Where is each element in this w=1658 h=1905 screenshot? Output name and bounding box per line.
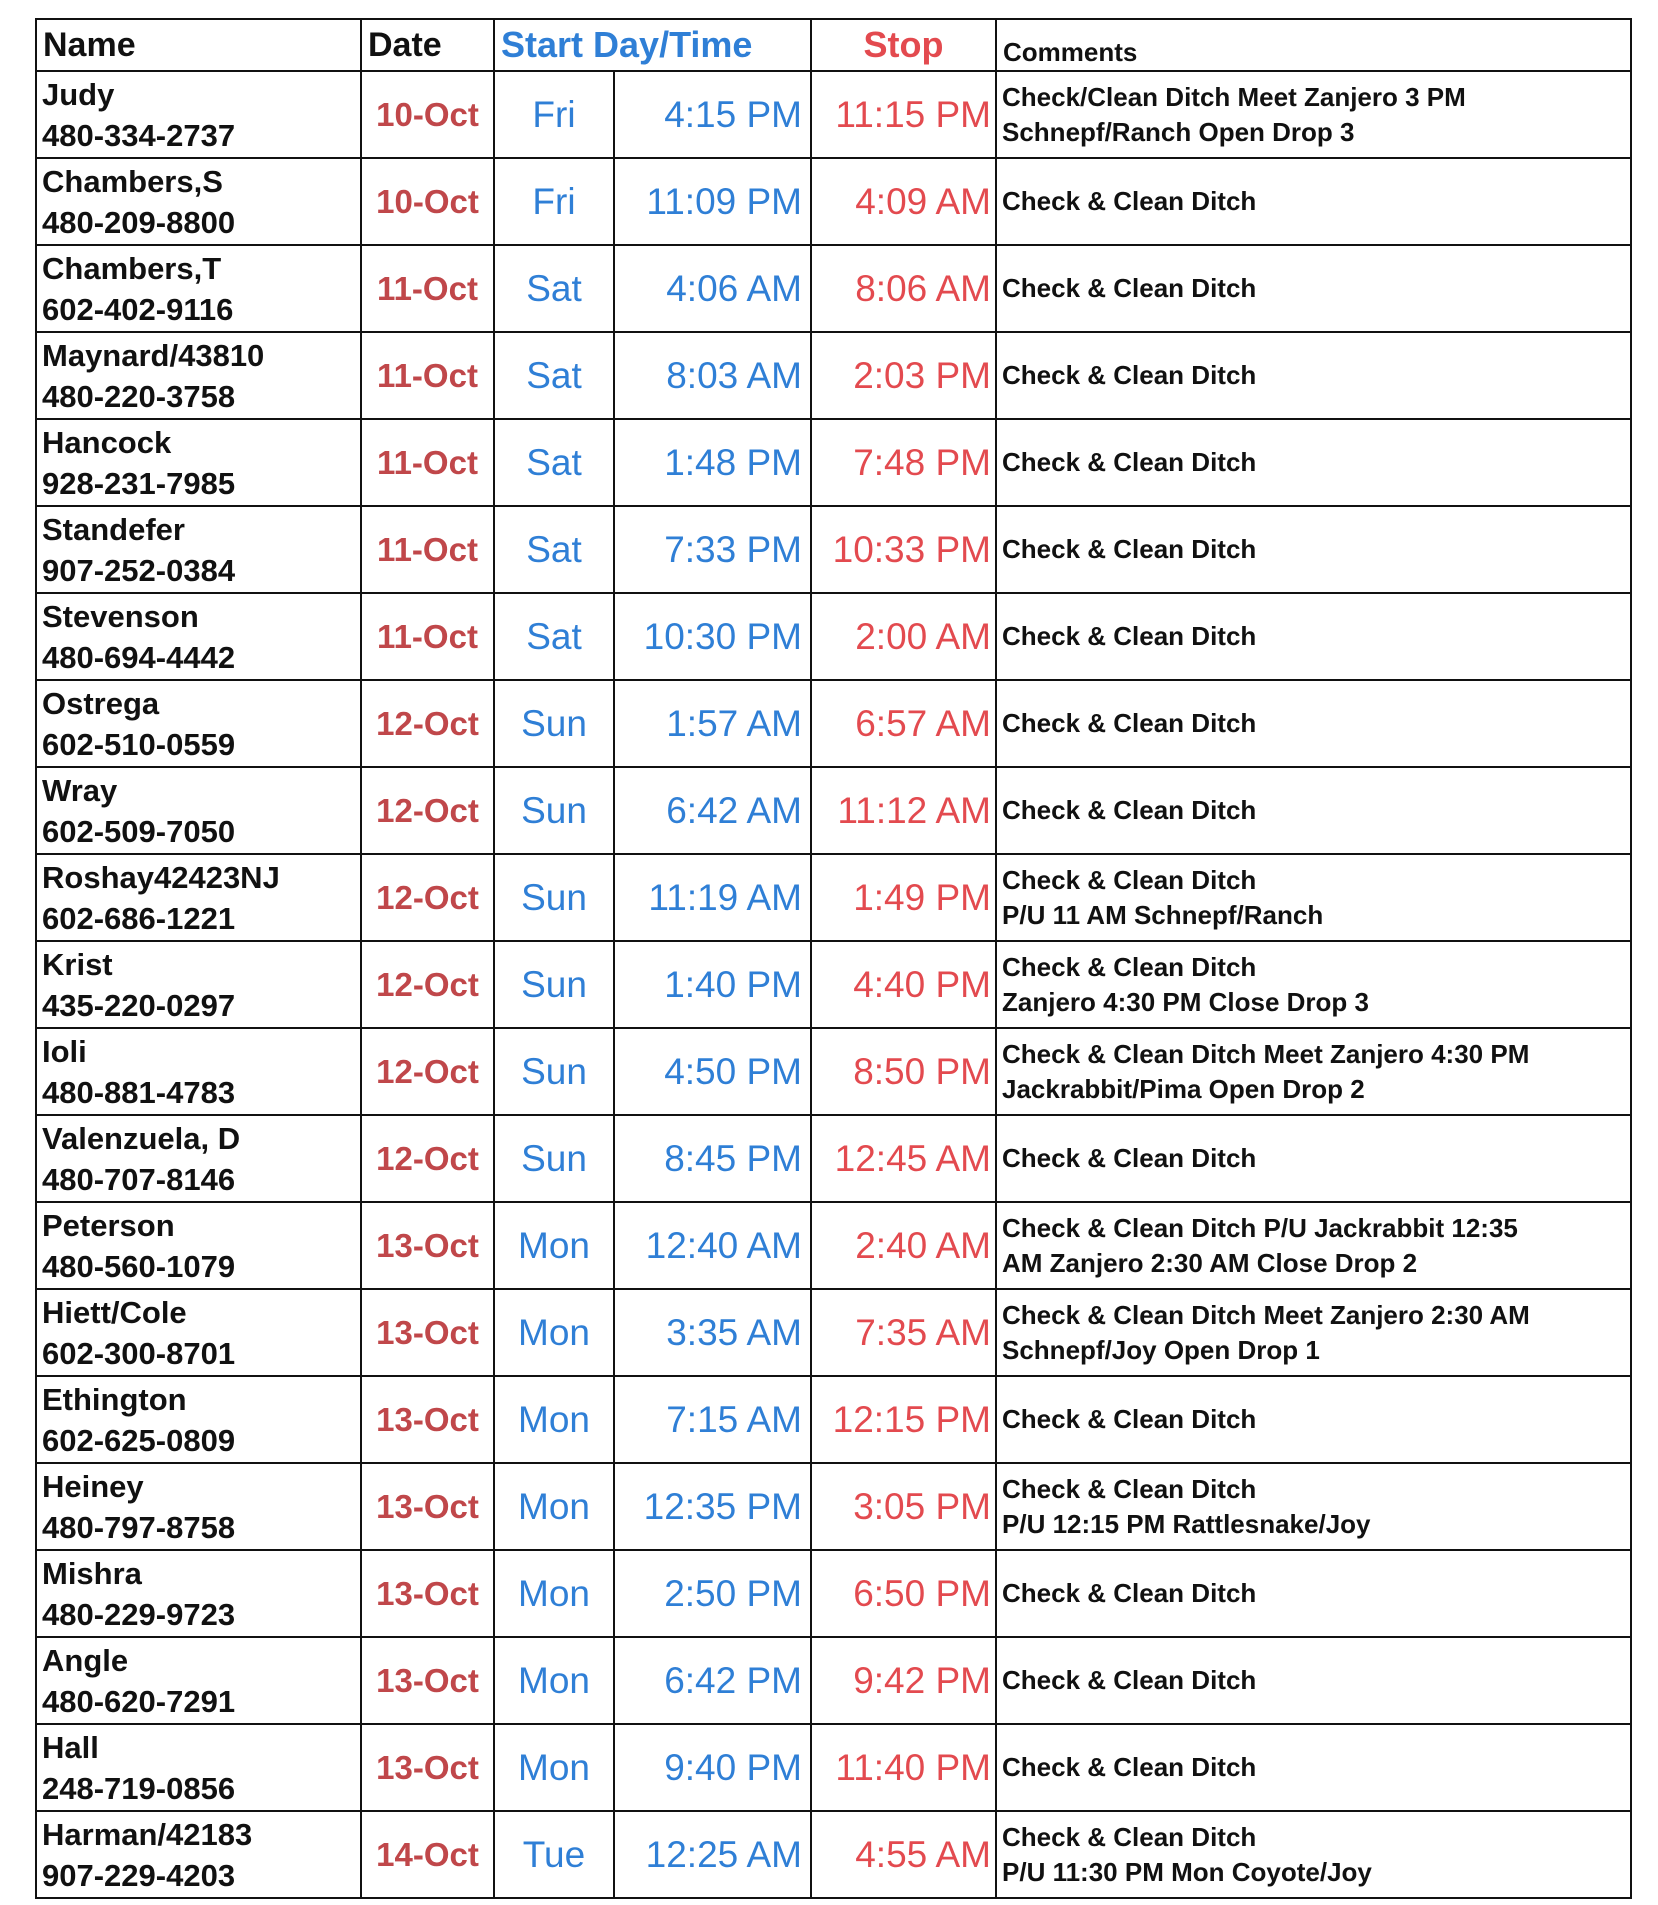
- contact-phone: 602-300-8701: [42, 1335, 236, 1371]
- date-cell: 12-Oct: [361, 767, 494, 854]
- table-row: [36, 419, 1631, 506]
- start-time-cell: 3:35 AM: [614, 1289, 811, 1376]
- table-row: [36, 332, 1631, 419]
- comment-line-1: Check & Clean Ditch: [1002, 1752, 1257, 1782]
- comment-line-2: Schnepf/Joy Open Drop 1: [1002, 1334, 1320, 1365]
- contact-name: Valenzuela, D: [42, 1120, 241, 1156]
- comment-line-2: P/U 12:15 PM Rattlesnake/Joy: [1002, 1508, 1371, 1539]
- date-cell: 12-Oct: [361, 680, 494, 767]
- header-start: Start Day/Time: [494, 19, 811, 71]
- name-cell: [36, 854, 361, 941]
- comment-cell: [996, 332, 1631, 419]
- contact-phone: 435-220-0297: [42, 987, 236, 1023]
- start-day-cell: Fri: [494, 158, 614, 245]
- start-time-cell: 1:57 AM: [614, 680, 811, 767]
- header-stop: Stop: [811, 19, 996, 71]
- contact-name: Ioli: [42, 1033, 87, 1069]
- start-time-cell: 6:42 AM: [614, 767, 811, 854]
- comment-line-1: Check & Clean Ditch Meet Zanjero 2:30 AM: [1002, 1299, 1530, 1330]
- date-cell: 10-Oct: [361, 158, 494, 245]
- contact-name: Mishra: [42, 1555, 142, 1591]
- start-time-cell: 4:50 PM: [614, 1028, 811, 1115]
- name-cell: [36, 1202, 361, 1289]
- start-time-cell: 2:50 PM: [614, 1550, 811, 1637]
- date-cell: 13-Oct: [361, 1376, 494, 1463]
- start-day-cell: Mon: [494, 1724, 614, 1811]
- contact-phone: 480-694-4442: [42, 639, 236, 675]
- stop-time-cell: 4:40 PM: [811, 941, 996, 1028]
- start-day-cell: Sat: [494, 419, 614, 506]
- contact-name: Heiney: [42, 1468, 144, 1504]
- comment-cell: [996, 1724, 1631, 1811]
- start-day-cell: Sun: [494, 941, 614, 1028]
- contact-name: Standefer: [42, 511, 185, 547]
- name-cell: [36, 767, 361, 854]
- start-time-cell: 4:06 AM: [614, 245, 811, 332]
- date-cell: 13-Oct: [361, 1202, 494, 1289]
- contact-name: Stevenson: [42, 598, 199, 634]
- name-cell: [36, 245, 361, 332]
- comment-line-1: Check & Clean Ditch: [1002, 1473, 1257, 1504]
- header-name: Name: [36, 19, 361, 71]
- name-cell: [36, 1289, 361, 1376]
- table-row: [36, 1115, 1631, 1202]
- date-cell: 13-Oct: [361, 1463, 494, 1550]
- date-cell: 11-Oct: [361, 245, 494, 332]
- table-row: [36, 680, 1631, 767]
- start-time-cell: 11:19 AM: [614, 854, 811, 941]
- schedule-body: [36, 71, 1631, 1898]
- comment-line-1: Check & Clean Ditch: [1002, 360, 1257, 390]
- comment-cell: [996, 1202, 1631, 1289]
- date-cell: 10-Oct: [361, 71, 494, 158]
- contact-phone: 480-560-1079: [42, 1248, 236, 1284]
- start-day-cell: Tue: [494, 1811, 614, 1898]
- contact-phone: 480-707-8146: [42, 1161, 236, 1197]
- schedule-sheet: [35, 18, 1630, 1899]
- comment-line-1: Check & Clean Ditch: [1002, 186, 1257, 216]
- header-row: [36, 19, 1631, 71]
- name-cell: [36, 1463, 361, 1550]
- comment-line-1: Check & Clean Ditch: [1002, 795, 1257, 825]
- contact-name: Wray: [42, 772, 118, 808]
- table-row: [36, 1811, 1631, 1898]
- comment-cell: [996, 1028, 1631, 1115]
- comment-line-1: Check & Clean Ditch: [1002, 951, 1257, 982]
- name-cell: [36, 941, 361, 1028]
- comment-cell: [996, 245, 1631, 332]
- stop-time-cell: 10:33 PM: [811, 506, 996, 593]
- start-day-cell: Sat: [494, 245, 614, 332]
- table-row: [36, 1376, 1631, 1463]
- comment-cell: [996, 1289, 1631, 1376]
- date-cell: 11-Oct: [361, 332, 494, 419]
- date-cell: 11-Oct: [361, 419, 494, 506]
- start-time-cell: 8:03 AM: [614, 332, 811, 419]
- stop-time-cell: 11:15 PM: [811, 71, 996, 158]
- comment-line-1: Check & Clean Ditch P/U Jackrabbit 12:35: [1002, 1212, 1518, 1243]
- name-cell: [36, 1811, 361, 1898]
- contact-name: Hancock: [42, 424, 172, 460]
- name-cell: [36, 71, 361, 158]
- comment-cell: [996, 767, 1631, 854]
- contact-name: Maynard/43810: [42, 337, 265, 373]
- table-row: [36, 158, 1631, 245]
- contact-phone: 480-620-7291: [42, 1683, 236, 1719]
- date-cell: 13-Oct: [361, 1289, 494, 1376]
- comment-line-1: Check & Clean Ditch: [1002, 1143, 1257, 1173]
- start-time-cell: 9:40 PM: [614, 1724, 811, 1811]
- contact-name: Roshay42423NJ: [42, 859, 280, 895]
- comment-line-2: P/U 11:30 PM Mon Coyote/Joy: [1002, 1856, 1372, 1887]
- comment-line-1: Check & Clean Ditch: [1002, 1665, 1257, 1695]
- start-time-cell: 7:15 AM: [614, 1376, 811, 1463]
- comment-cell: [996, 419, 1631, 506]
- table-row: [36, 1637, 1631, 1724]
- start-day-cell: Mon: [494, 1550, 614, 1637]
- stop-time-cell: 6:57 AM: [811, 680, 996, 767]
- stop-time-cell: 3:05 PM: [811, 1463, 996, 1550]
- stop-time-cell: 7:35 AM: [811, 1289, 996, 1376]
- name-cell: [36, 680, 361, 767]
- contact-name: Angle: [42, 1642, 129, 1678]
- date-cell: 12-Oct: [361, 941, 494, 1028]
- stop-time-cell: 12:15 PM: [811, 1376, 996, 1463]
- table-row: [36, 854, 1631, 941]
- comment-line-1: Check & Clean Ditch: [1002, 864, 1257, 895]
- stop-time-cell: 9:42 PM: [811, 1637, 996, 1724]
- start-time-cell: 12:35 PM: [614, 1463, 811, 1550]
- start-time-cell: 12:40 AM: [614, 1202, 811, 1289]
- date-cell: 14-Oct: [361, 1811, 494, 1898]
- start-day-cell: Mon: [494, 1637, 614, 1724]
- stop-time-cell: 11:40 PM: [811, 1724, 996, 1811]
- contact-phone: 907-252-0384: [42, 552, 236, 588]
- table-row: [36, 1463, 1631, 1550]
- contact-phone: 602-686-1221: [42, 900, 236, 936]
- comment-line-2: Jackrabbit/Pima Open Drop 2: [1002, 1073, 1365, 1104]
- stop-time-cell: 2:40 AM: [811, 1202, 996, 1289]
- table-row: [36, 1724, 1631, 1811]
- date-cell: 12-Oct: [361, 1115, 494, 1202]
- comment-line-1: Check & Clean Ditch Meet Zanjero 4:30 PM: [1002, 1038, 1530, 1069]
- stop-time-cell: 8:50 PM: [811, 1028, 996, 1115]
- date-cell: 13-Oct: [361, 1637, 494, 1724]
- start-time-cell: 10:30 PM: [614, 593, 811, 680]
- name-cell: [36, 1550, 361, 1637]
- stop-time-cell: 7:48 PM: [811, 419, 996, 506]
- contact-phone: 480-881-4783: [42, 1074, 236, 1110]
- comment-line-1: Check & Clean Ditch: [1002, 1404, 1257, 1434]
- name-cell: [36, 158, 361, 245]
- header-date: Date: [361, 19, 494, 71]
- stop-time-cell: 2:03 PM: [811, 332, 996, 419]
- comment-line-1: Check & Clean Ditch: [1002, 708, 1257, 738]
- start-day-cell: Mon: [494, 1289, 614, 1376]
- comment-line-1: Check & Clean Ditch: [1002, 273, 1257, 303]
- name-cell: [36, 419, 361, 506]
- name-cell: [36, 332, 361, 419]
- contact-phone: 248-719-0856: [42, 1770, 236, 1806]
- contact-name: Harman/42183: [42, 1816, 253, 1852]
- comment-cell: [996, 1463, 1631, 1550]
- comment-line-1: Check & Clean Ditch: [1002, 534, 1257, 564]
- start-day-cell: Sun: [494, 1115, 614, 1202]
- start-day-cell: Sat: [494, 593, 614, 680]
- date-cell: 12-Oct: [361, 854, 494, 941]
- stop-time-cell: 6:50 PM: [811, 1550, 996, 1637]
- name-cell: [36, 1637, 361, 1724]
- name-cell: [36, 593, 361, 680]
- contact-phone: 480-220-3758: [42, 378, 236, 414]
- comment-line-1: Check & Clean Ditch: [1002, 447, 1257, 477]
- start-day-cell: Mon: [494, 1376, 614, 1463]
- start-time-cell: 11:09 PM: [614, 158, 811, 245]
- stop-time-cell: 11:12 AM: [811, 767, 996, 854]
- comment-cell: [996, 71, 1631, 158]
- stop-time-cell: 8:06 AM: [811, 245, 996, 332]
- date-cell: 13-Oct: [361, 1724, 494, 1811]
- stop-time-cell: 4:55 AM: [811, 1811, 996, 1898]
- contact-name: Ostrega: [42, 685, 160, 721]
- start-day-cell: Sun: [494, 767, 614, 854]
- comment-line-2: P/U 11 AM Schnepf/Ranch: [1002, 899, 1324, 930]
- contact-phone: 480-797-8758: [42, 1509, 236, 1545]
- contact-phone: 480-334-2737: [42, 117, 236, 153]
- contact-name: Chambers,T: [42, 250, 222, 286]
- start-day-cell: Sun: [494, 854, 614, 941]
- contact-name: Judy: [42, 76, 115, 112]
- start-day-cell: Fri: [494, 71, 614, 158]
- comment-cell: [996, 854, 1631, 941]
- start-time-cell: 7:33 PM: [614, 506, 811, 593]
- start-day-cell: Sat: [494, 332, 614, 419]
- table-row: [36, 941, 1631, 1028]
- stop-time-cell: 4:09 AM: [811, 158, 996, 245]
- contact-phone: 602-509-7050: [42, 813, 236, 849]
- comment-line-2: AM Zanjero 2:30 AM Close Drop 2: [1002, 1247, 1418, 1278]
- header-comments: Comments: [996, 19, 1631, 71]
- table-row: [36, 767, 1631, 854]
- comment-line-2: Schnepf/Ranch Open Drop 3: [1002, 116, 1355, 147]
- comment-cell: [996, 1376, 1631, 1463]
- date-cell: 12-Oct: [361, 1028, 494, 1115]
- start-time-cell: 4:15 PM: [614, 71, 811, 158]
- start-time-cell: 1:48 PM: [614, 419, 811, 506]
- comment-cell: [996, 1637, 1631, 1724]
- contact-phone: 602-625-0809: [42, 1422, 236, 1458]
- table-row: [36, 245, 1631, 332]
- table-row: [36, 506, 1631, 593]
- comment-cell: [996, 1550, 1631, 1637]
- contact-phone: 602-402-9116: [42, 291, 234, 327]
- contact-name: Chambers,S: [42, 163, 223, 199]
- start-time-cell: 12:25 AM: [614, 1811, 811, 1898]
- table-row: [36, 1550, 1631, 1637]
- start-time-cell: 6:42 PM: [614, 1637, 811, 1724]
- comment-cell: [996, 680, 1631, 767]
- name-cell: [36, 506, 361, 593]
- start-day-cell: Mon: [494, 1202, 614, 1289]
- name-cell: [36, 1376, 361, 1463]
- comment-cell: [996, 1115, 1631, 1202]
- date-cell: 11-Oct: [361, 506, 494, 593]
- name-cell: [36, 1724, 361, 1811]
- comment-cell: [996, 593, 1631, 680]
- comment-line-1: Check & Clean Ditch: [1002, 1578, 1257, 1608]
- contact-phone: 480-209-8800: [42, 204, 236, 240]
- comment-cell: [996, 506, 1631, 593]
- contact-phone: 928-231-7985: [42, 465, 236, 501]
- table-row: [36, 593, 1631, 680]
- comment-cell: [996, 158, 1631, 245]
- comment-cell: [996, 941, 1631, 1028]
- stop-time-cell: 2:00 AM: [811, 593, 996, 680]
- comment-line-2: Zanjero 4:30 PM Close Drop 3: [1002, 986, 1369, 1017]
- comment-cell: [996, 1811, 1631, 1898]
- stop-time-cell: 1:49 PM: [811, 854, 996, 941]
- table-row: [36, 1289, 1631, 1376]
- name-cell: [36, 1115, 361, 1202]
- comment-line-1: Check & Clean Ditch: [1002, 621, 1257, 651]
- contact-name: Krist: [42, 946, 113, 982]
- date-cell: 11-Oct: [361, 593, 494, 680]
- contact-phone: 480-229-9723: [42, 1596, 236, 1632]
- table-row: [36, 1028, 1631, 1115]
- start-day-cell: Sat: [494, 506, 614, 593]
- start-day-cell: Mon: [494, 1463, 614, 1550]
- start-day-cell: Sun: [494, 680, 614, 767]
- table-row: [36, 1202, 1631, 1289]
- contact-name: Hall: [42, 1729, 99, 1765]
- contact-phone: 602-510-0559: [42, 726, 236, 762]
- contact-name: Peterson: [42, 1207, 175, 1243]
- comment-line-1: Check & Clean Ditch: [1002, 1821, 1257, 1852]
- name-cell: [36, 1028, 361, 1115]
- contact-name: Ethington: [42, 1381, 187, 1417]
- comment-line-1: Check/Clean Ditch Meet Zanjero 3 PM: [1002, 81, 1466, 112]
- date-cell: 13-Oct: [361, 1550, 494, 1637]
- start-day-cell: Sun: [494, 1028, 614, 1115]
- schedule-table: [35, 18, 1632, 1899]
- start-time-cell: 8:45 PM: [614, 1115, 811, 1202]
- start-time-cell: 1:40 PM: [614, 941, 811, 1028]
- contact-phone: 907-229-4203: [42, 1857, 236, 1893]
- table-row: [36, 71, 1631, 158]
- contact-name: Hiett/Cole: [42, 1294, 187, 1330]
- stop-time-cell: 12:45 AM: [811, 1115, 996, 1202]
